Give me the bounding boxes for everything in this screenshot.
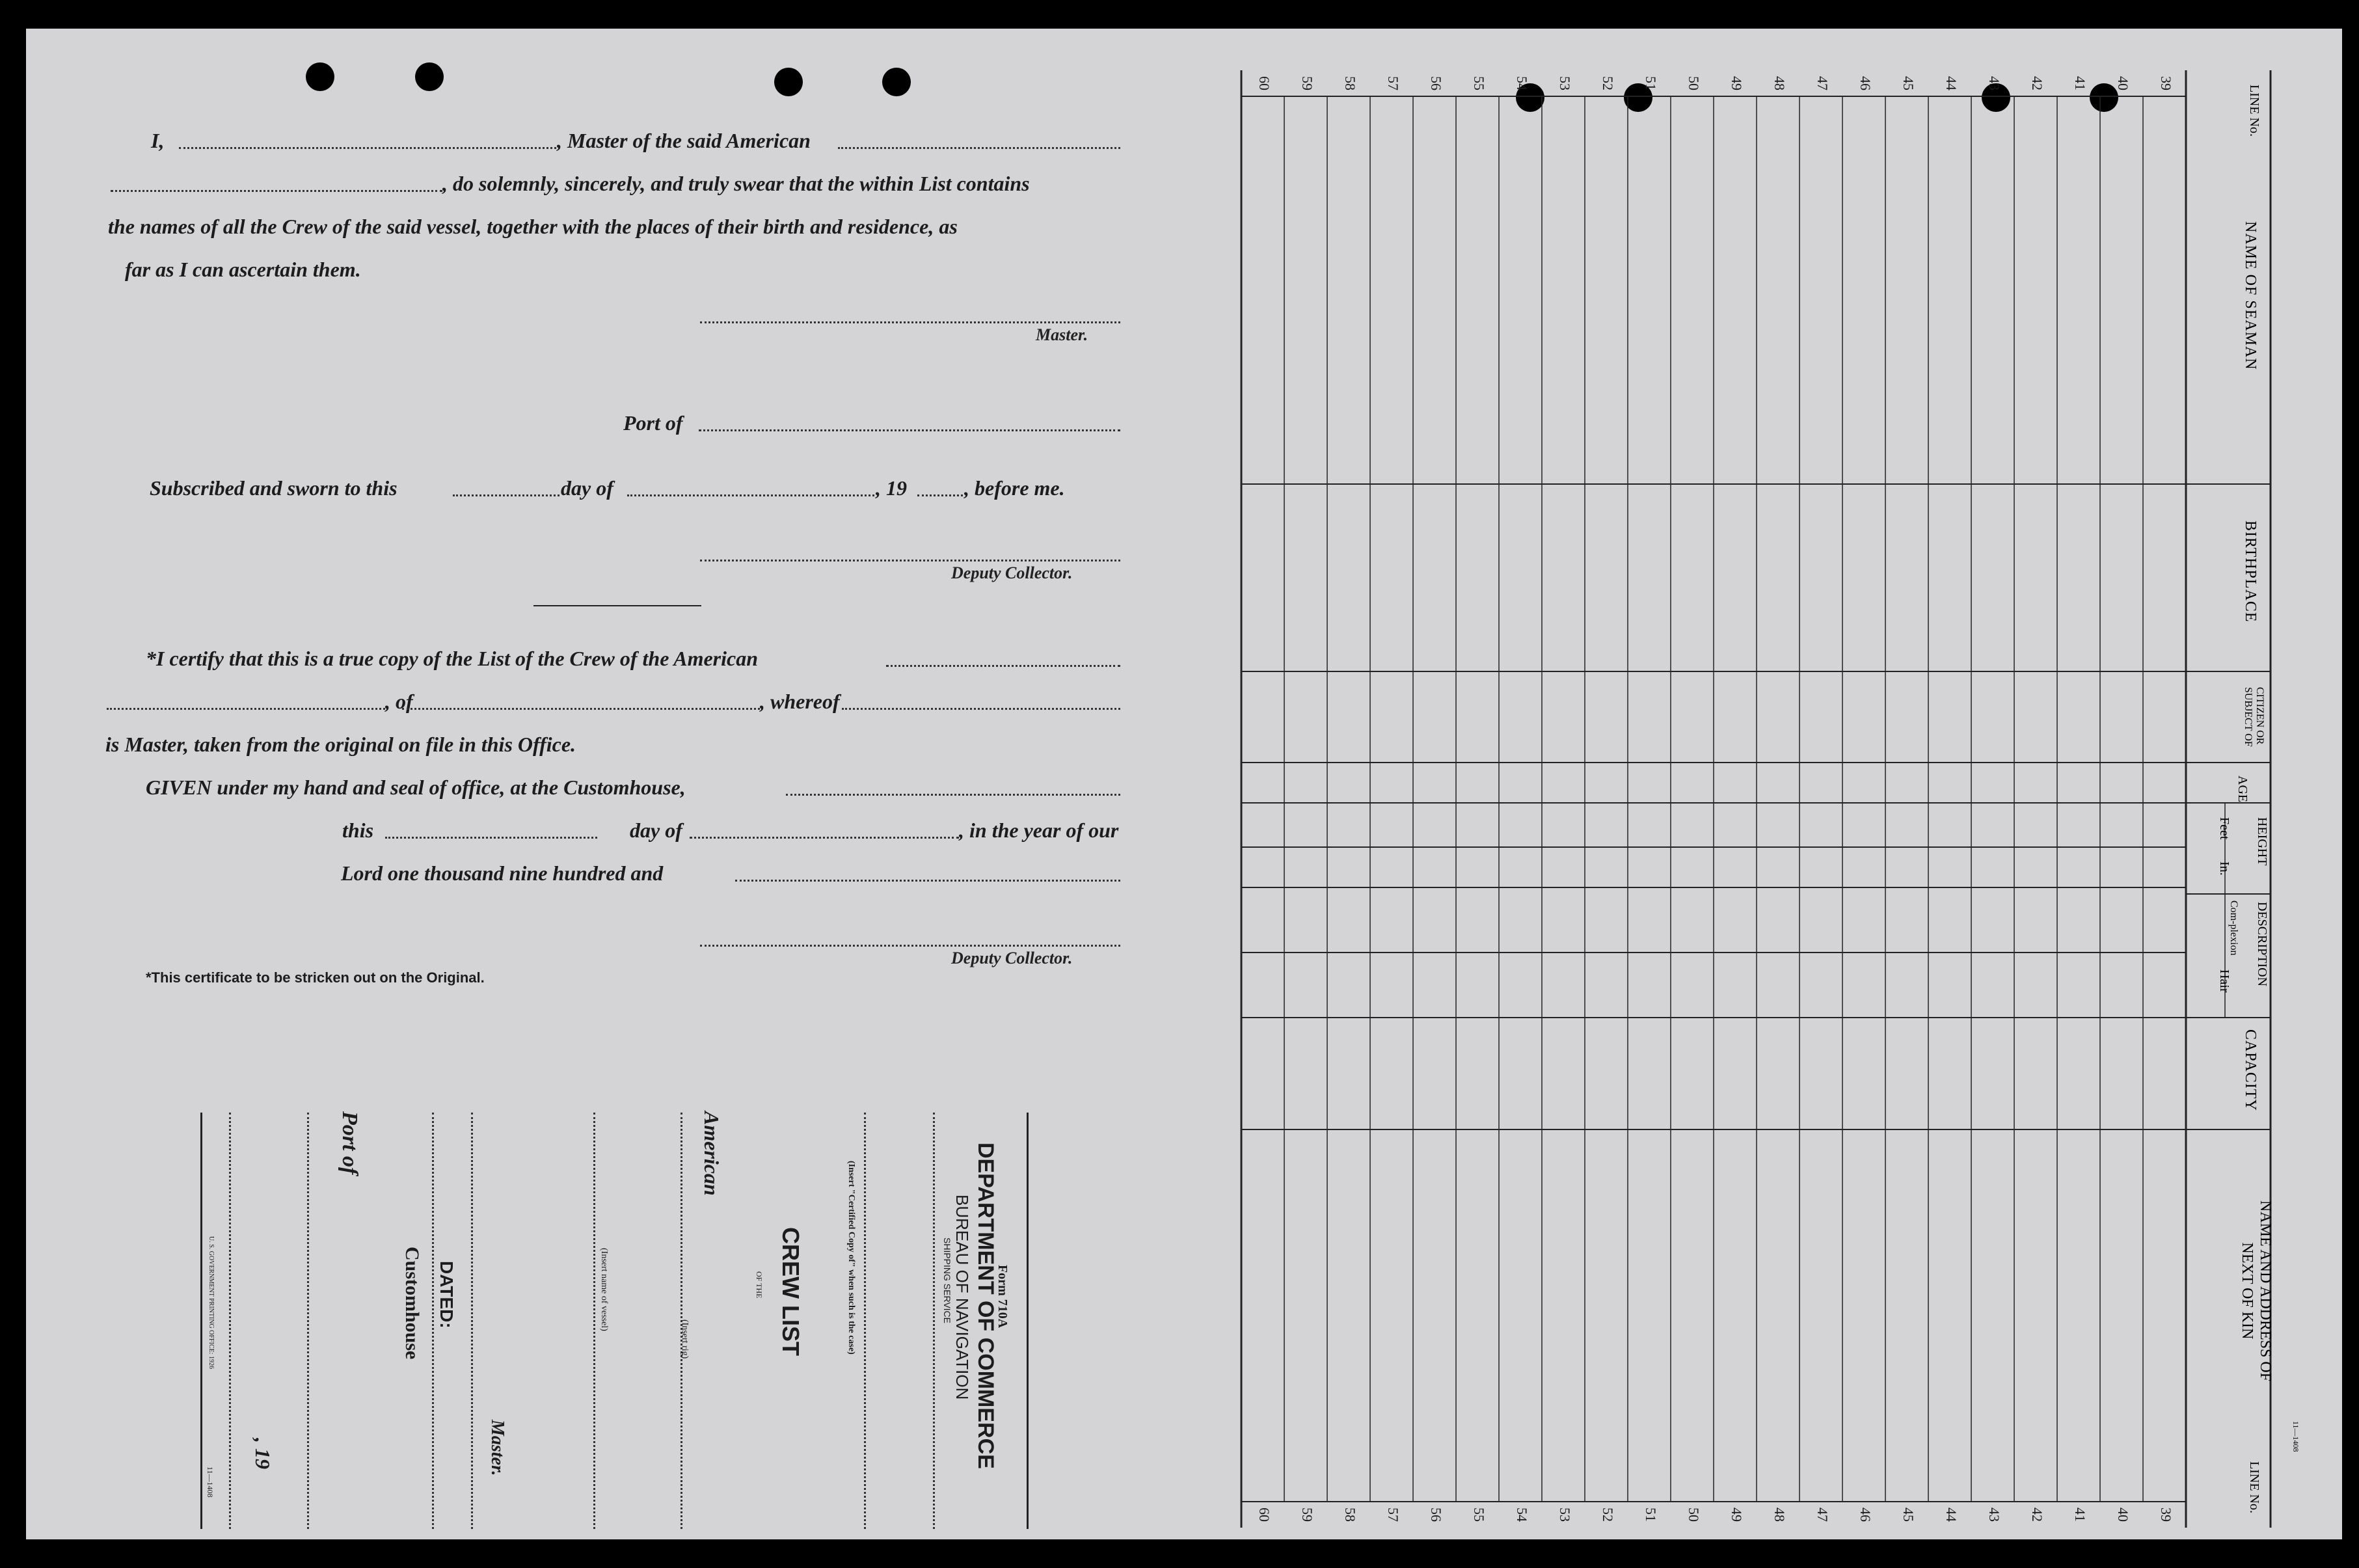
header-hair: Hair [2217, 969, 2231, 993]
line-number-top: 50 [1685, 76, 1702, 90]
subscribed-text-a: Subscribed and sworn to this [150, 476, 398, 500]
docket-insert-rig: (Insert rig) [680, 1319, 690, 1359]
oath-line-4: far as I can ascertain them. [125, 258, 361, 281]
docket-insert-certified: (Insert "Certified Copy of" when such is the case) [846, 1161, 856, 1355]
port-of-label: Port of [623, 411, 683, 435]
line-number-bottom: 43 [1986, 1507, 2002, 1522]
docket-crew-list: CREW LIST [777, 1227, 804, 1356]
header-in: In. [2217, 861, 2231, 876]
header-next-of-kin: NAME AND ADDRESS OF NEXT OF KIN [2239, 1200, 2274, 1382]
header-line-no-top: LINE No. [2247, 85, 2261, 137]
certify-line-5-day: day of [630, 818, 682, 842]
docket-bureau: BUREAU OF NAVIGATION [952, 1195, 972, 1400]
line-number-top: 44 [1943, 76, 1960, 90]
line-number-top: 42 [2029, 76, 2045, 90]
docket-master: Master. [487, 1420, 507, 1476]
certify-line-3: is Master, taken from the original on file in this Office. [105, 733, 576, 756]
line-number-top: 47 [1814, 76, 1831, 90]
subscribed-text-b: day of [561, 476, 613, 500]
line-number-top: 43 [1986, 76, 2002, 90]
docket-of-the: OF THE [755, 1271, 764, 1299]
header-line-no-bottom: LINE No. [2247, 1461, 2261, 1513]
certify-line-4: GIVEN under my hand and seal of office, at the Customhouse, [146, 776, 686, 799]
docket-form-number: Form 710A [995, 1265, 1010, 1329]
header-name-of-seaman: NAME OF SEAMAN [2242, 221, 2259, 370]
line-number-bottom: 49 [1728, 1507, 1745, 1522]
certify-line-5-this: this [342, 818, 374, 842]
line-number-bottom: 55 [1470, 1507, 1487, 1522]
docket-dated: DATED: [437, 1261, 457, 1329]
deputy-collector-label: Deputy Collector. [951, 563, 1073, 582]
table-form-code: 11—1408 [2291, 1421, 2300, 1452]
line-number-bottom: 52 [1599, 1507, 1616, 1522]
header-feet: Feet [2217, 817, 2231, 840]
line-number-bottom: 41 [2071, 1507, 2088, 1522]
crew-list-form [26, 29, 2342, 1539]
oath-line-2: , do solemnly, sincerely, and truly swear that the within List contains [442, 172, 1030, 195]
line-number-bottom: 50 [1685, 1507, 1702, 1522]
line-number-top: 54 [1513, 76, 1530, 90]
line-number-bottom: 51 [1642, 1507, 1659, 1522]
header-capacity: CAPACITY [2242, 1029, 2259, 1111]
header-complexion: Com-plexion [2228, 900, 2239, 956]
line-number-bottom: 42 [2029, 1507, 2045, 1522]
line-number-top: 60 [1256, 76, 1273, 90]
subscribed-text-c: , 19 [876, 476, 907, 500]
line-number-top: 45 [1900, 76, 1917, 90]
line-number-top: 56 [1427, 76, 1444, 90]
certify-line-6: Lord one thousand nine hundred and [341, 861, 664, 885]
line-number-bottom: 39 [2157, 1507, 2174, 1522]
line-number-top: 46 [1857, 76, 1874, 90]
oath-line-1-start: I, [151, 129, 165, 152]
header-citizen: CITIZEN OR SUBJECT OF [2243, 687, 2265, 747]
line-number-top: 58 [1341, 76, 1358, 90]
docket-department: DEPARTMENT OF COMMERCE [973, 1142, 998, 1469]
line-number-bottom: 47 [1814, 1507, 1831, 1522]
oath-line-1-mid: , Master of the said American [557, 129, 811, 152]
line-number-bottom: 44 [1943, 1507, 1960, 1522]
certify-line-2-of: , of [385, 690, 413, 713]
line-number-bottom: 40 [2114, 1507, 2131, 1522]
line-number-bottom: 54 [1513, 1507, 1530, 1522]
line-number-bottom: 59 [1299, 1507, 1315, 1522]
certify-line-1: *I certify that this is a true copy of the List of the Crew of the American [146, 647, 759, 670]
line-number-bottom: 48 [1771, 1507, 1788, 1522]
line-number-bottom: 58 [1341, 1507, 1358, 1522]
line-number-bottom: 53 [1556, 1507, 1573, 1522]
docket-port-of: Port of [338, 1111, 362, 1175]
line-number-top: 59 [1299, 76, 1315, 90]
docket-printing-office: U. S. GOVERNMENT PRINTING OFFICE: 1926 [208, 1236, 215, 1369]
docket-insert-vessel: (Insert name of vessel) [599, 1248, 609, 1331]
docket-service: SHIPPING SERVICE [942, 1237, 952, 1324]
line-number-bottom: 57 [1384, 1507, 1401, 1522]
line-number-top: 48 [1771, 76, 1788, 90]
docket-code: 11—1408 [206, 1467, 215, 1498]
line-number-top: 40 [2114, 76, 2131, 90]
certify-line-5-year: , in the year of our [959, 818, 1119, 842]
docket-customhouse: Customhouse [401, 1247, 423, 1360]
line-number-bottom: 46 [1857, 1507, 1874, 1522]
line-number-top: 57 [1384, 76, 1401, 90]
certify-deputy-collector-label: Deputy Collector. [951, 949, 1073, 967]
line-number-top: 51 [1642, 76, 1659, 90]
header-description: DESCRIPTION [2255, 902, 2269, 987]
line-number-top: 41 [2071, 76, 2088, 90]
line-number-bottom: 60 [1256, 1507, 1273, 1522]
docket-nineteen: , 19 [251, 1438, 275, 1469]
crew-table [26, 29, 2342, 1539]
master-signature-label: Master. [1036, 325, 1088, 344]
line-number-bottom: 45 [1900, 1507, 1917, 1522]
header-height: HEIGHT [2255, 817, 2269, 866]
line-number-top: 53 [1556, 76, 1573, 90]
header-age: AGE [2235, 776, 2250, 803]
line-number-top: 49 [1728, 76, 1745, 90]
line-number-top: 55 [1470, 76, 1487, 90]
header-birthplace: BIRTHPLACE [2242, 520, 2259, 623]
oath-line-3: the names of all the Crew of the said vessel, together with the places of their birth and residence, as [108, 215, 958, 238]
certify-footnote: *This certificate to be stricken out on the Original. [146, 969, 485, 986]
line-number-top: 52 [1599, 76, 1616, 90]
line-number-top: 39 [2157, 76, 2174, 90]
docket-american: American [700, 1111, 723, 1196]
subscribed-text-d: , before me. [964, 476, 1065, 500]
line-number-bottom: 56 [1427, 1507, 1444, 1522]
certify-line-2-whereof: , whereof [760, 690, 840, 713]
